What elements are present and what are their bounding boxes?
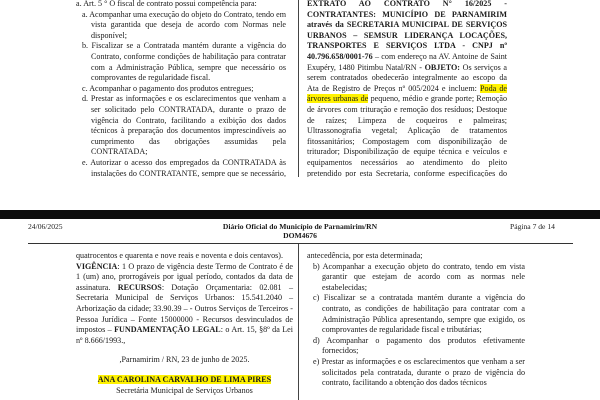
list-item: b. Fiscalizar se a Contratada mantém durante a vigência do Contrato, conforme condições de habilitação para contratar com a Administração Pública, sempre que necessário os comprovantes de regularidade fiscal. — [82, 41, 286, 83]
objeto-text: Os serviços a serem contratados obedecerão integralmente ao escopo da Ata de Registro de Preços nº 005/2024 e incluem: — [307, 62, 507, 93]
extract-continuation — [76, 251, 293, 346]
list-item: d) Acompanhar o pagamento dos produtos efetivamente fornecidos; — [313, 335, 525, 356]
list-item: a. Acompanhar uma execução do objeto do Contrato, tendo em vista garantida que deseja de acordo com Normas nele disponível; — [82, 9, 286, 40]
fiscal-duties-list — [307, 251, 525, 389]
place-date: ,Parnamirim / RN, 23 de junho de 2025. — [119, 355, 250, 364]
objeto-label: OBJETO: — [424, 62, 460, 72]
list-item: e. Autorizar o acesso dos empregados da CONTRATADA às instalações do CONTRATANTE, sempre que se necessário, — [82, 157, 286, 178]
fiscal-competence-list — [76, 0, 286, 190]
highlighted-text: Poda de árvores urbanas de — [307, 83, 507, 104]
recursos-label: RECURSOS — [117, 282, 162, 292]
signer-name-highlight: ANA CAROLINA CARVALHO DE LIMA PIRES — [97, 375, 272, 384]
list-item: c. Acompanhar o pagamento dos produtos entregues; — [82, 83, 254, 93]
column-divider — [298, 244, 299, 400]
list-item: e) Prestar as informações e os esclarecimentos que venham a ser solicitados pela contratada, durante o prazo de vigência do contrato, facilitando a obtenção dos dados técnicos — [313, 356, 525, 388]
header-date: 24/06/2025 — [28, 222, 63, 231]
list-item: b) Acompanhar a execução objeto do contrato, tendo em vista garantir que estejam de acordo com as normas nele estabelecidas; — [313, 261, 525, 292]
recursos-text: : Dotação Orçamentaria: 02.081 – Secretaria Municipal de Serviços Urbanos: 15.541.2040 – Arborização da cidade; 33.90.39 – - Outros Serviços de Terceiros - Pessoa Jurídica – Fonte 15000000 - Recursos desvinculados de impostos – — [76, 282, 293, 335]
signer-name — [76, 375, 293, 386]
header-edition: DOM4676 — [283, 231, 317, 240]
valor-continuation: quatrocentos e quarenta e nove reais e noventa e dois centavos). — [76, 251, 283, 260]
header-page-number: Página 7 de 14 — [510, 222, 555, 231]
list-item: d. Prestar as informações e os esclarecimentos que venham a ser solicitado pelo CONTRATADA, durante o prazo de vigência do Contrato, facilitando a exibição dos dados técnicos à preparação dos documentos imprescindíveis ao cumprimento das obrigações assumidas pela CONTRATADA; — [82, 94, 286, 157]
list-item: c) Fiscalizar se a contratada mantém durante a vigência do contrato, as condições de habilitação para contratar com a Administração Pública apresentando, sempre que exigido, os comprovantes de regularidade fiscal e tributárias; — [313, 293, 525, 335]
page-gap — [0, 177, 600, 210]
list-item: a. Art. 5 ° O fiscal de contrato possui competência para: — [76, 0, 257, 8]
list-item: antecedência, por esta determinada; — [307, 251, 423, 260]
header-title: Diário Oficial do Município de Parnamirim/RN — [222, 222, 378, 231]
contract-extract — [307, 0, 507, 200]
signer-role: Secretária Municipal de Serviços Urbanos — [116, 386, 253, 395]
terms-paragraph — [76, 262, 293, 347]
extract-address: – com endereço na AV. Antoine de Saint Exupéry, 1480 Pitimbu Natal/RN - — [307, 51, 507, 72]
column-divider — [298, 0, 299, 178]
header-rule — [28, 243, 573, 244]
extract-heading: EXTRATO AO CONTRATO N° 16/2025 - CONTRATANTES: MUNICÍPIO DE PARNAMIRIM através da SECRETARIA MUNICIPAL DE SERVIÇOS URBANOS – SEMSUR LIDERANÇA LOCAÇÕES, TRANSPORTES E SERVIÇOS LTDA - CNPJ nº 40.796.658/0001-76 — [307, 0, 507, 61]
page-separator-bar — [0, 210, 600, 219]
extract-paragraph — [307, 0, 507, 200]
vigencia-text: : 1 O prazo de vigência deste Termo de Contrato é de 1 (um) ano, prorrogáveis por igual período, contados da data de assinatura. — [76, 261, 293, 292]
fundamentacao-label: FUNDAMENTAÇÃO LEGAL — [114, 325, 221, 335]
services-list: pequeno, médio e grande porte; Remoção de árvores com trituração e remoção dos resíduos; Destoque de raízes; Limpeza de coqueiros e palmeiras; Ultrassonografia vegetal; Aplicação de tratamentos fitossanitários; Compostagem com disponibilização de triturador; Disponibilização de equipe técnica e veículos e equipamentos necessários ao atendimento do pleito pretendido por esta Secretaria, conforme especificações do — [307, 94, 507, 178]
vigencia-label: VIGÊNCIA — [76, 261, 118, 271]
fundamentacao-text: : o Art. 15, §8º da Lei nº 8.666/1993., — [76, 325, 293, 345]
